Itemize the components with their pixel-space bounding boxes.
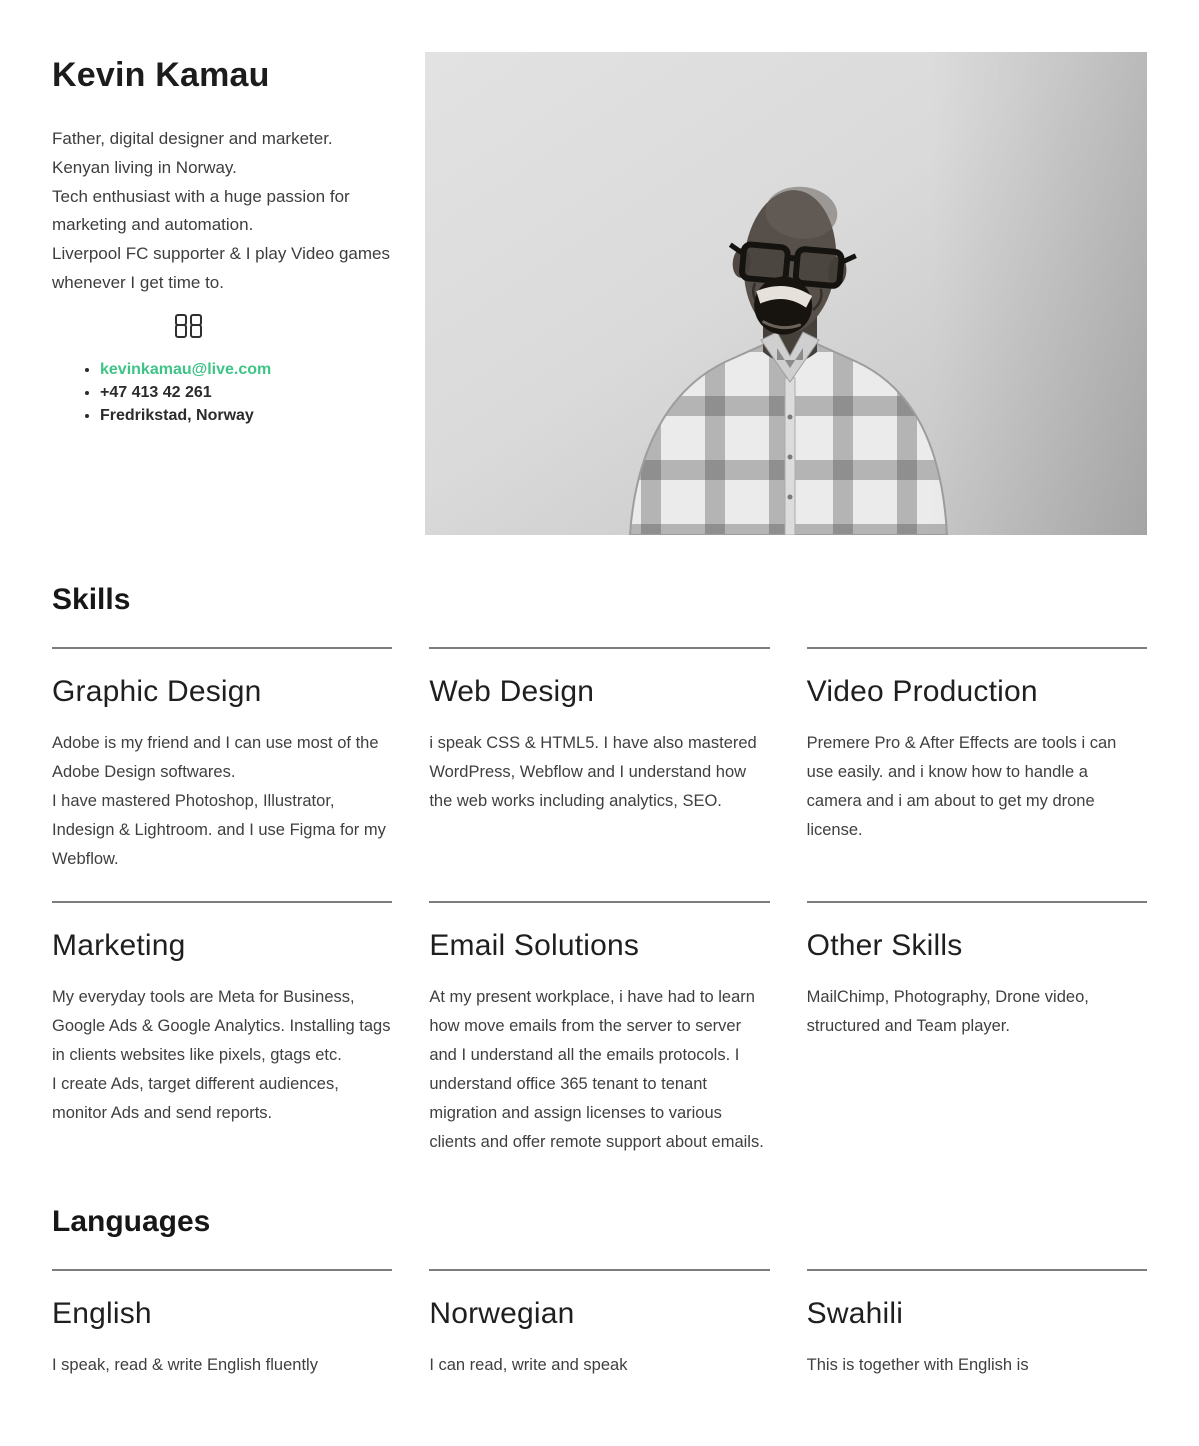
language-card [429,1269,769,1380]
skill-text: I have mastered Photoshop, Illustrator, Indesign & Lightroom. and I use Figma for my Webflow. [52,792,386,868]
contact-item-email [100,358,395,381]
skill-card [429,901,769,1157]
language-text: I can read, write and speak [429,1356,628,1374]
skill-card [52,647,392,874]
profile-photo [425,52,1147,535]
profile-photo-illustration [425,52,1147,535]
bio-line: Father, digital designer and marketer. [52,129,333,148]
profile-name: Kevin Kamau [52,56,270,94]
contact-item-phone: • +47 413 42 261 [100,381,395,404]
bio-line: Tech enthusiast with a huge passion for marketing and automation. [52,186,350,235]
bio-line: Kenyan living in Norway. [52,157,237,177]
resume-page [52,0,1147,1380]
skill-card [429,647,769,874]
skill-card [52,901,392,1157]
grid-icon [175,314,202,338]
skill-text: MailChimp, Photography, Drone video, structured and Team player. [806,988,1089,1035]
skill-heading: Web Design [429,675,595,708]
language-card [807,1269,1147,1380]
skill-text: My everyday tools are Meta for Business, Google Ads & Google Analytics. Installing tags in clients websites like pixels, gtags etc. [52,988,391,1064]
bio-line: Liverpool FC supporter & I play Video games whenever I get time to. [52,244,390,292]
languages-section-title: Languages [52,1205,211,1238]
email-link[interactable]: kevinkamau@live.com [100,360,272,378]
skill-text: I create Ads, target different audiences, monitor Ads and send reports. [52,1075,339,1122]
language-text: I speak, read & write English fluently [52,1356,318,1374]
skill-heading: Other Skills [806,929,963,962]
skill-text: At my present workplace, i have had to learn how move emails from the server to server and I understand all the emails protocols. I understand office 365 tenant to tenant migration and assign licenses to various clients and offer remote support about emails. [429,988,764,1151]
profile-summary [52,52,425,535]
contact-item-location: • Fredrikstad, Norway [100,404,395,427]
skill-heading: Email Solutions [429,929,640,962]
skills-grid [52,647,1147,1157]
skills-section-title: Skills [52,583,131,616]
skill-heading: Video Production [806,675,1038,708]
skill-text: Premere Pro & After Effects are tools i can use easily. and i know how to handle a camera and i am about to get my drone license. [806,734,1117,839]
languages-grid [52,1269,1147,1380]
language-heading: Swahili [806,1297,904,1330]
contact-list [52,358,395,427]
skill-card [807,647,1147,874]
header [52,52,1147,535]
language-card [52,1269,392,1380]
skill-text: i speak CSS & HTML5. I have also mastered WordPress, Webflow and I understand how the web works including analytics, SEO. [429,734,757,810]
skill-text: Adobe is my friend and I can use most of the Adobe Design softwares. [52,734,379,781]
skill-heading: Graphic Design [52,675,262,708]
language-heading: English [52,1297,152,1330]
skill-heading: Marketing [52,929,186,962]
skill-card [807,901,1147,1157]
grid-icon-cell [175,324,187,338]
profile-bio [52,125,395,298]
language-heading: Norwegian [429,1297,575,1330]
language-text: This is together with English is [806,1356,1029,1374]
grid-icon-cell [190,324,202,338]
